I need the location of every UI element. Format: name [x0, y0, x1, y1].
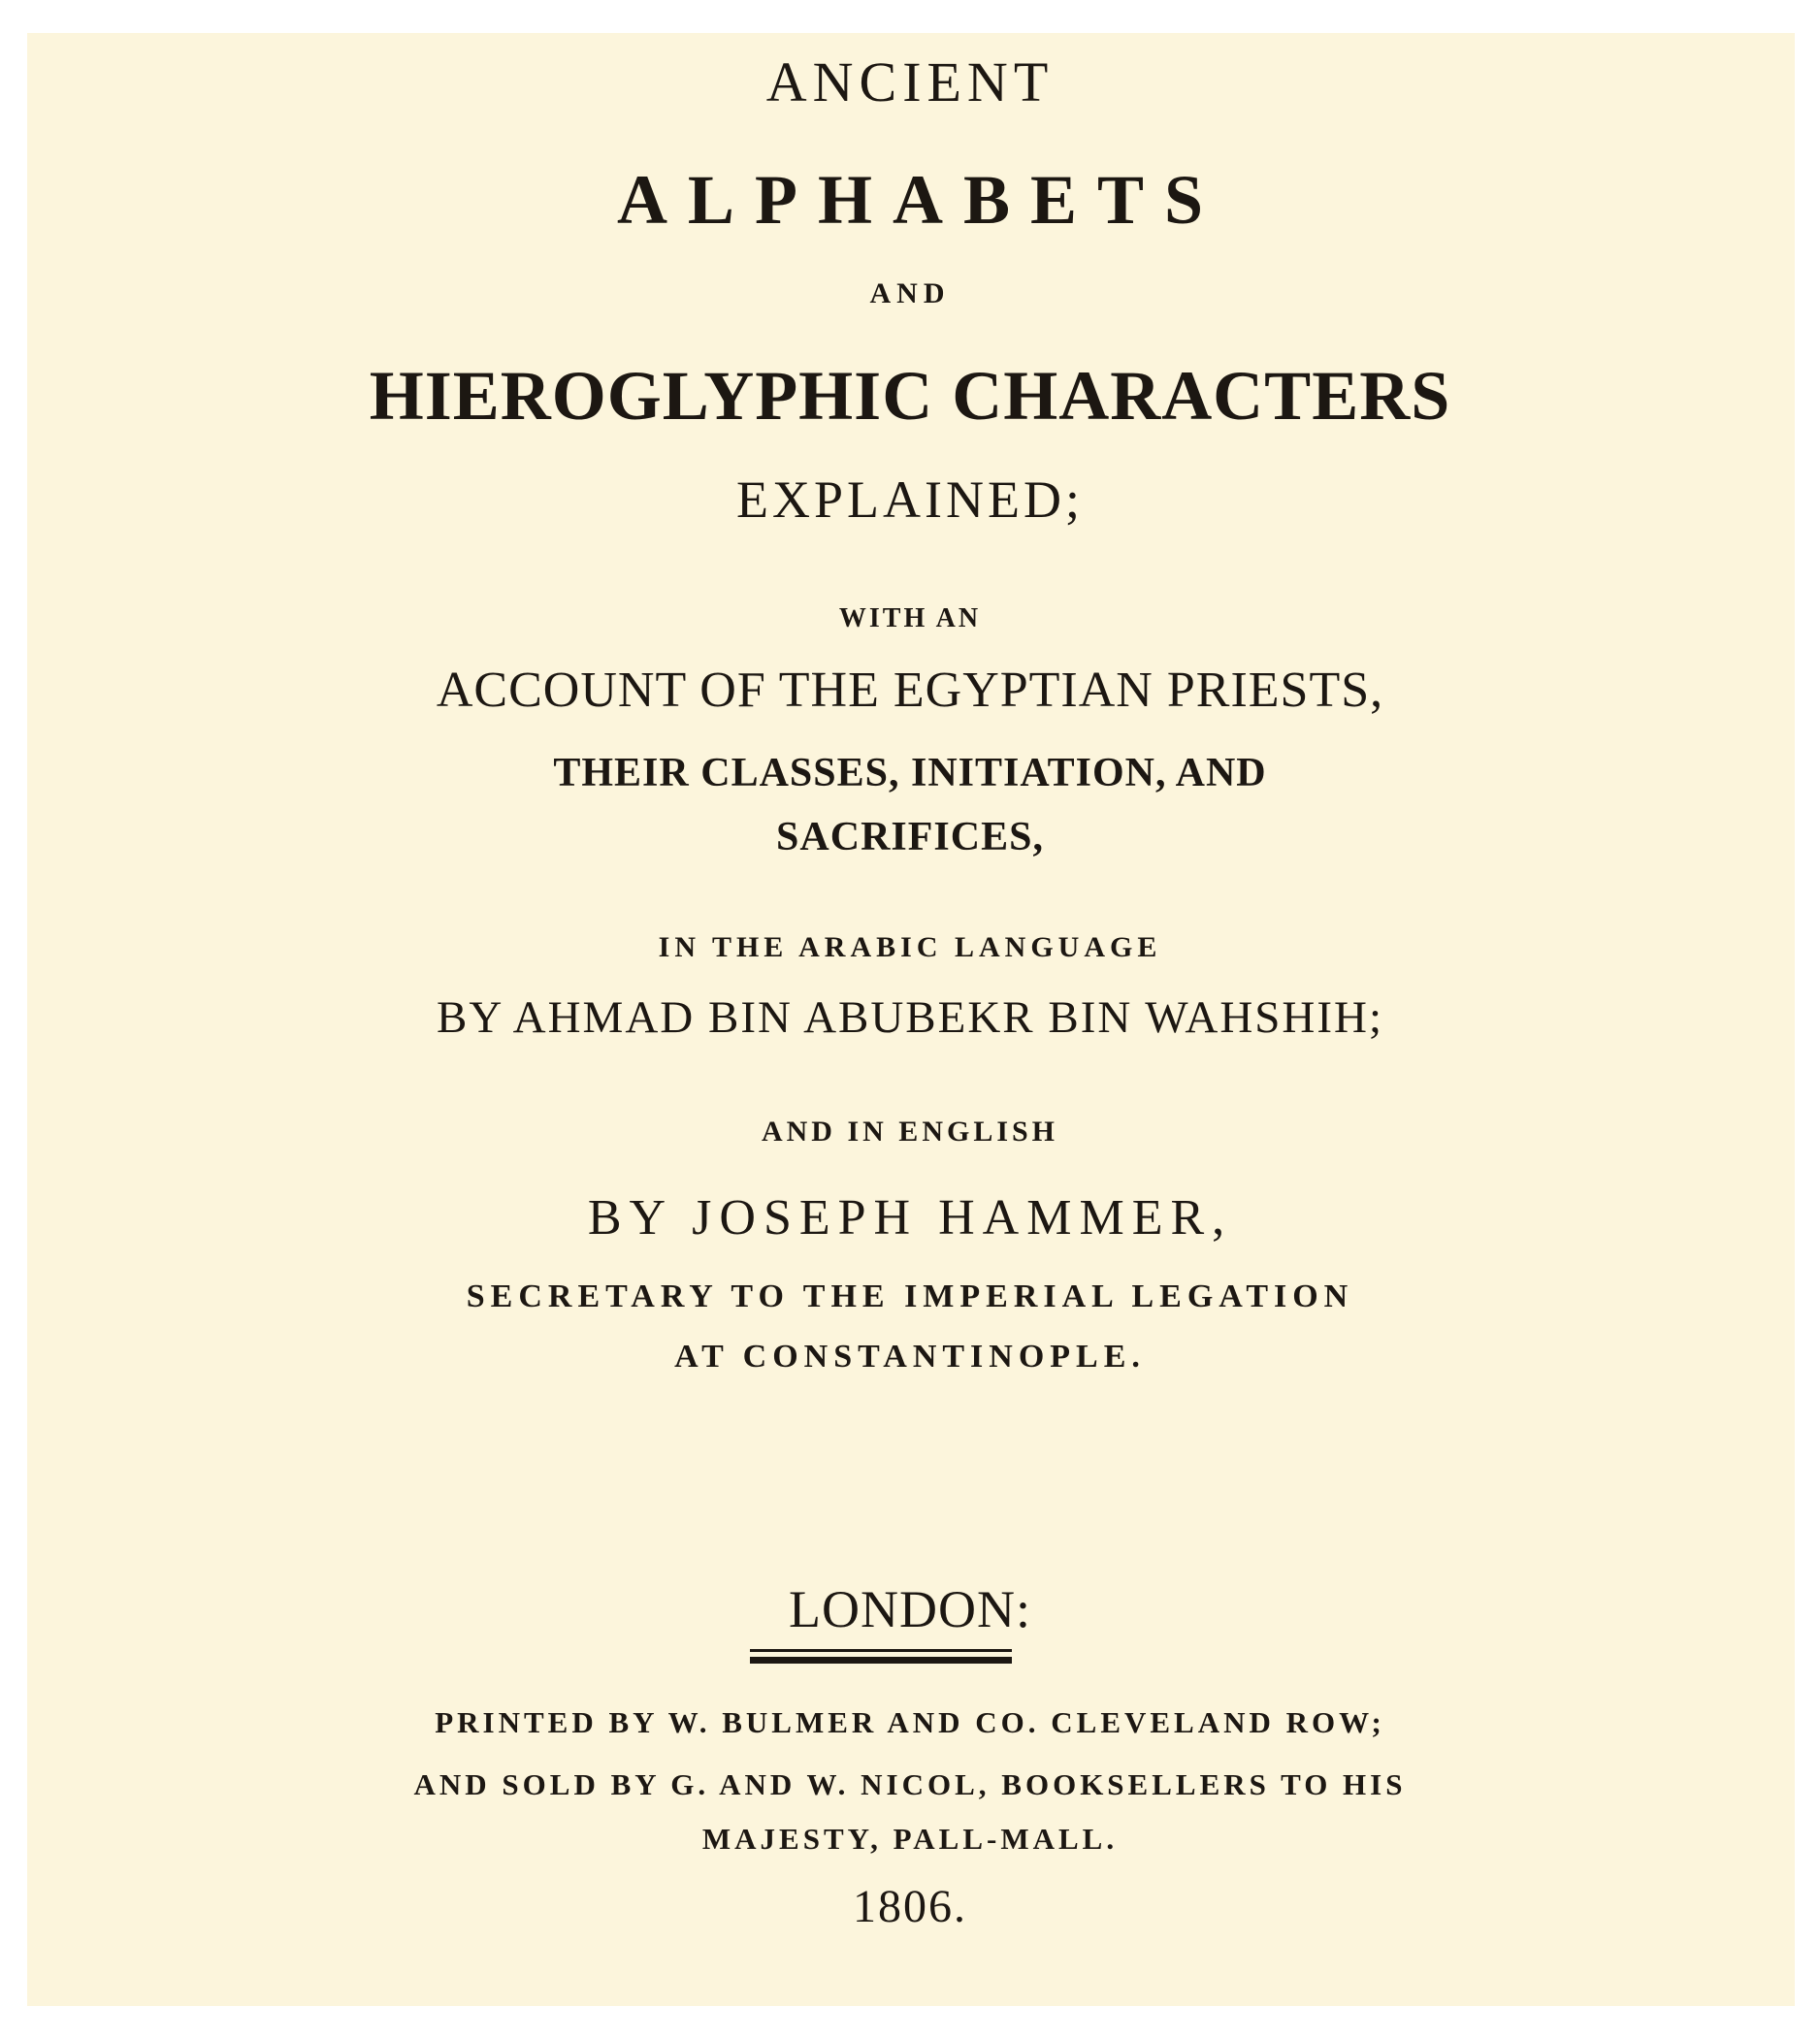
title-alphabets: ALPHABETS [616, 161, 1224, 239]
imprint-rule-thick [750, 1657, 1012, 1664]
subtitle-account: ACCOUNT OF THE EGYPTIAN PRIESTS, [436, 663, 1384, 718]
translator-language-english: AND IN ENGLISH [761, 1116, 1059, 1148]
imprint-printer: PRINTED BY W. BULMER AND CO. CLEVELAND ROW; [435, 1705, 1385, 1739]
author-language-arabic: IN THE ARABIC LANGUAGE [658, 931, 1162, 963]
imprint-rule-thin [750, 1649, 1012, 1652]
title-explained: EXPLAINED; [736, 470, 1084, 529]
subtitle-sacrifices: SACRIFICES, [776, 815, 1044, 859]
translator-location: AT CONSTANTINOPLE. [674, 1339, 1146, 1375]
subtitle-classes: THEIR CLASSES, INITIATION, AND [553, 751, 1267, 795]
imprint-seller-address: MAJESTY, PALL-MALL. [701, 1822, 1119, 1856]
imprint-year: 1806. [853, 1881, 967, 1932]
author-arabic: BY AHMAD BIN ABUBEKR BIN WAHSHIH; [436, 992, 1384, 1043]
imprint-place: LONDON: [789, 1580, 1031, 1638]
subtitle-with-an: WITH AN [838, 603, 982, 633]
title-ancient: ANCIENT [765, 50, 1055, 113]
imprint-seller: AND SOLD BY G. AND W. NICOL, BOOKSELLERS TO HIS [413, 1767, 1407, 1801]
title-and: AND [869, 277, 951, 309]
translator-title: SECRETARY TO THE IMPERIAL LEGATION [466, 1278, 1354, 1314]
translator-name: BY JOSEPH HAMMER, [587, 1190, 1233, 1246]
title-hieroglyphic: HIEROGLYPHIC CHARACTERS [369, 357, 1451, 435]
